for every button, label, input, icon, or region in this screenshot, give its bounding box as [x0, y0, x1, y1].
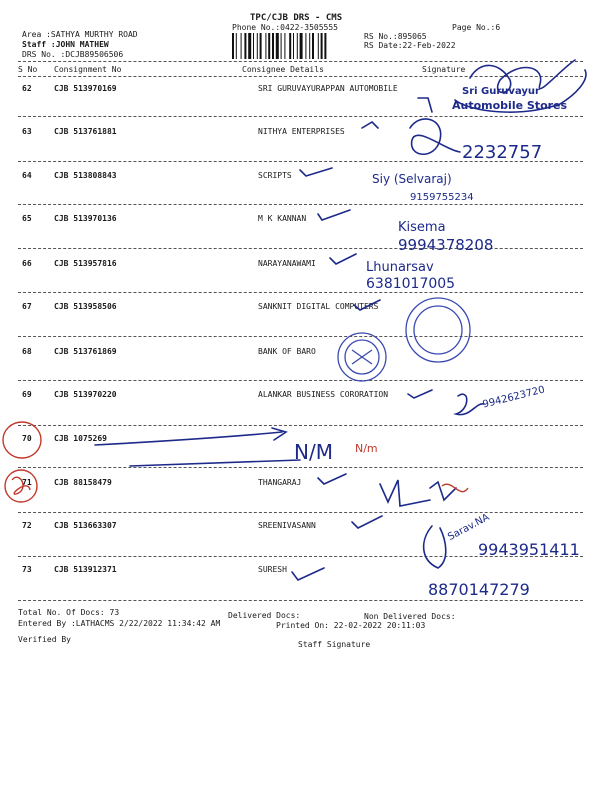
- handwritten-phone: 2232757: [462, 142, 543, 163]
- row-number: 71: [22, 478, 32, 487]
- barcode-bar: [260, 33, 262, 59]
- barcode-bar: [232, 33, 234, 59]
- handwritten-signature: Lhunarsav: [366, 260, 434, 275]
- barcode-bar: [300, 33, 303, 59]
- column-header-signature: Signature: [422, 65, 466, 74]
- consignee-name: M K KANNAN: [258, 214, 307, 223]
- tick-mark: [418, 98, 432, 112]
- phone-number: Phone No.:0422-3505555: [232, 23, 338, 32]
- consignee-name: NARAYANAWAMI: [258, 259, 316, 268]
- table-row: [0, 127, 600, 141]
- consignment-number: CJB 513970136: [54, 214, 117, 223]
- handwritten-phone: 9159755234: [410, 192, 474, 203]
- delivered-docs: Delivered Docs:: [228, 611, 301, 620]
- arrow-line: [130, 460, 300, 466]
- row-number: 73: [22, 565, 32, 574]
- barcode-bar: [244, 33, 246, 59]
- consignment-number: CJB 513808843: [54, 171, 117, 180]
- column-header-consignment: Consignment No: [54, 65, 122, 74]
- barcode-bar: [297, 33, 298, 59]
- consignee-name: THANGARAJ: [258, 478, 302, 487]
- table-row: [0, 214, 600, 228]
- row-number: 66: [22, 259, 32, 268]
- barcode-bar: [265, 33, 266, 59]
- stamp-text: Automobile Stores: [452, 99, 568, 112]
- table-row: [0, 347, 600, 361]
- table-row: [0, 478, 600, 492]
- row-divider: [18, 512, 583, 513]
- barcode-bar: [312, 33, 314, 59]
- handwritten-phone: 8870147279: [428, 580, 530, 599]
- barcode-bar: [305, 33, 306, 59]
- barcode-bar: [236, 33, 237, 59]
- consignee-name: SREENIVASANN: [258, 521, 316, 530]
- handwritten-phone: 9942623720: [481, 384, 547, 411]
- row-number: 69: [22, 390, 32, 399]
- row-number: 67: [22, 302, 32, 311]
- row-divider: [18, 380, 583, 381]
- barcode-bar: [281, 33, 282, 59]
- handwritten-signature: Siy (Selvaraj): [372, 172, 452, 186]
- area-label: Area :SATHYA MURTHY ROAD: [22, 30, 138, 39]
- consignment-number: CJB 513663307: [54, 521, 117, 530]
- row-number: 70: [22, 434, 32, 443]
- barcode-bar: [276, 33, 279, 59]
- table-row: [0, 171, 600, 185]
- divider: [18, 61, 583, 62]
- table-row: [0, 259, 600, 273]
- table-row: [0, 565, 600, 579]
- not-met-mark: N/m: [355, 442, 378, 455]
- verified-by: Verified By: [18, 635, 71, 644]
- document-title: TPC/CJB DRS - CMS: [250, 13, 343, 23]
- not-met-mark: N/M: [294, 440, 333, 464]
- row-divider: [18, 116, 583, 117]
- printed-on: Printed On: 22-02-2022 20:11:03: [276, 621, 426, 630]
- handwritten-phone: 9943951411: [478, 540, 580, 559]
- barcode-bar: [324, 33, 326, 59]
- column-header-consignee: Consignee Details: [242, 65, 324, 74]
- consignee-name: BANK OF BARO: [258, 347, 316, 356]
- barcode-bar: [248, 33, 251, 59]
- row-divider: [18, 425, 583, 426]
- staff-signature: Staff Signature: [298, 640, 371, 649]
- staff-label: Staff :JOHN MATHEW: [22, 40, 109, 49]
- consignment-number: CJB 513957816: [54, 259, 117, 268]
- row-divider: [18, 292, 583, 293]
- non-delivered-docs: Non Delivered Docs:: [364, 612, 456, 621]
- row-divider: [18, 204, 583, 205]
- handwritten-signature: Kisema: [398, 220, 446, 235]
- drs-number: DRS No. :DCJB89506506: [22, 50, 124, 59]
- consignment-number: CJB 513958506: [54, 302, 117, 311]
- table-row: [0, 521, 600, 535]
- consignee-name: SCRIPTS: [258, 171, 292, 180]
- barcode-bar: [321, 33, 323, 59]
- consignee-name: NITHYA ENTERPRISES: [258, 127, 345, 136]
- consignment-number: CJB 88158479: [54, 478, 112, 487]
- row-number: 72: [22, 521, 32, 530]
- row-number: 62: [22, 84, 32, 93]
- barcode-bar: [268, 33, 270, 59]
- consignment-number: CJB 513970169: [54, 84, 117, 93]
- divider: [18, 76, 583, 77]
- handwritten-phone: 9994378208: [398, 236, 494, 254]
- consignee-name: SURESH: [258, 565, 287, 574]
- consignee-name: SANKNIT DIGITAL COMPUTERS: [258, 302, 379, 311]
- row-number: 68: [22, 347, 32, 356]
- barcode-bar: [309, 33, 310, 59]
- consignment-number: CJB 513970220: [54, 390, 117, 399]
- barcode-bar: [253, 33, 254, 59]
- handwritten-signature: Sarav.NA: [446, 511, 492, 544]
- row-number: 64: [22, 171, 32, 180]
- barcode-bar: [289, 33, 291, 59]
- consignment-number: CJB 513761881: [54, 127, 117, 136]
- consignee-name: SRI GURUVAYURAPPAN AUTOMOBILE: [258, 84, 398, 93]
- barcode-bar: [284, 33, 285, 59]
- barcode-bar: [257, 33, 258, 59]
- page-number: Page No.:6: [452, 23, 501, 32]
- column-header-no: S No: [18, 65, 38, 74]
- table-row: [0, 302, 600, 316]
- consignee-name: ALANKAR BUSINESS CORORATION: [258, 390, 389, 399]
- rs-number: RS No.:895065: [364, 32, 427, 41]
- barcode-bar: [293, 33, 294, 59]
- consignment-number: CJB 513761869: [54, 347, 117, 356]
- rs-date: RS Date:22-Feb-2022: [364, 41, 456, 50]
- barcode: [232, 33, 356, 59]
- barcode-bar: [241, 33, 242, 59]
- row-number: 65: [22, 214, 32, 223]
- barcode-bar: [272, 33, 274, 59]
- row-divider: [18, 467, 583, 468]
- consignment-number: CJB 513912371: [54, 565, 117, 574]
- row-divider: [18, 248, 583, 249]
- handwritten-phone: 6381017005: [366, 276, 456, 292]
- row-divider: [18, 600, 583, 601]
- stamp-text: Sri Guruvayur: [462, 86, 540, 97]
- row-divider: [18, 336, 583, 337]
- total-docs: Total No. Of Docs: 73: [18, 608, 120, 617]
- barcode-bar: [318, 33, 319, 59]
- consignment-number: CJB 1075269: [54, 434, 107, 443]
- row-number: 63: [22, 127, 32, 136]
- entered-by: Entered By :LATHACMS 2/22/2022 11:34:42 AM: [18, 619, 221, 628]
